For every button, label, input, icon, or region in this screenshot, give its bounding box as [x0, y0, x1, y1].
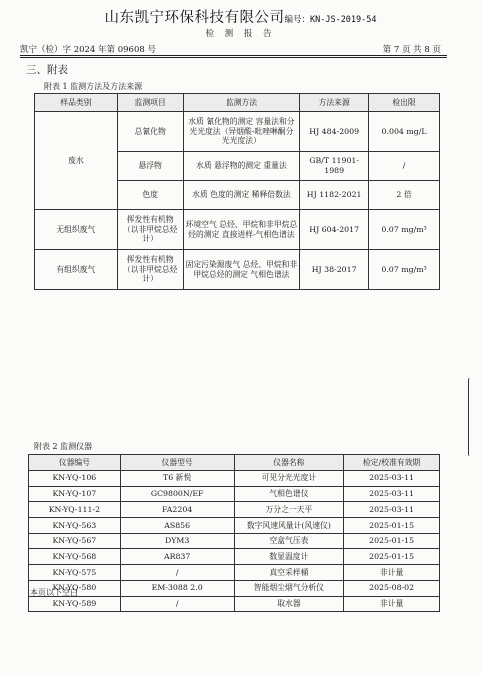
table-cell: 2025-03-11 [344, 486, 440, 502]
table-cell: 2 倍 [369, 181, 440, 210]
table-cell: 0.004 mg/L [369, 112, 440, 152]
table-cell: 2025-03-11 [344, 502, 440, 518]
table-cell: 2025-03-11 [344, 471, 440, 487]
table-cell: T6 新悦 [120, 471, 234, 487]
table-cell: 空盒气压表 [234, 533, 344, 549]
table-cell: DYM3 [120, 533, 234, 549]
table-cell: 色度 [117, 181, 183, 210]
column-header: 监测项目 [117, 94, 183, 112]
table-cell: KN-YQ-106 [29, 471, 121, 487]
company-title: 山东凯宁环保科技有限公司 [104, 10, 285, 26]
table-cell: 数字风速风量计(风速仪) [234, 518, 344, 534]
table-cell: HJ 38-2017 [300, 250, 369, 290]
table-cell: AS856 [120, 518, 234, 534]
table-cell: AR837 [120, 549, 234, 565]
table-cell: 无组织废气 [35, 210, 118, 250]
table1-caption: 附表 1 监测方法及方法来源 [44, 82, 143, 91]
table-cell: 非计量 [344, 596, 440, 612]
table-row [29, 486, 440, 502]
header-divider-thin [20, 57, 447, 58]
table-header-row [29, 455, 440, 471]
table-cell: 可见分光光度计 [234, 471, 344, 487]
table-cell: 2025-01-15 [344, 518, 440, 534]
table-row [29, 565, 440, 581]
table-cell: 取水器 [234, 596, 344, 612]
instruments-table [28, 454, 440, 612]
company-name [0, 6, 481, 27]
page-number: 第 7 页 共 8 页 [382, 45, 441, 55]
table-cell: 固定污染源废气 总烃、甲烷和非甲烷总烃的测定 气相色谱法 [183, 250, 300, 290]
table-cell: 总氰化物 [117, 112, 183, 152]
table-cell: 气相色谱仪 [234, 486, 344, 502]
table-cell: EM-3088 2.0 [120, 580, 234, 596]
table-cell: 水质 色度的测定 稀释倍数法 [183, 181, 300, 210]
table-cell: KN-YQ-580 [29, 580, 121, 596]
table-cell: 万分之一天平 [234, 502, 344, 518]
table-header-row [35, 94, 440, 112]
table-cell: 2025-01-15 [344, 533, 440, 549]
table-row [29, 471, 440, 487]
table-row [29, 518, 440, 534]
column-header: 仪器型号 [120, 455, 234, 471]
table-cell: FA2204 [120, 502, 234, 518]
table-cell: KN-YQ-568 [29, 549, 121, 565]
table-cell: KN-YQ-563 [29, 518, 121, 534]
table-cell: 挥发性有机物（以非甲烷总烃计） [117, 210, 183, 250]
report-title: 检 测 报 告 [205, 29, 276, 39]
table-row [35, 112, 440, 152]
table-cell: KN-YQ-575 [29, 565, 121, 581]
table-cell: KN-YQ-107 [29, 486, 121, 502]
table-cell: 非计量 [344, 565, 440, 581]
table-cell: 2025-01-15 [344, 549, 440, 565]
table-cell: HJ 604-2017 [300, 210, 369, 250]
table-cell: / [369, 152, 440, 181]
table-cell: KN-YQ-567 [29, 533, 121, 549]
table2-caption: 附表 2 监测仪器 [34, 442, 93, 451]
table-row [29, 502, 440, 518]
column-header: 仪器编号 [29, 455, 121, 471]
document-code: 编号：KN-JS-2019-54 [284, 15, 377, 25]
table-cell: / [120, 565, 234, 581]
section-heading: 三、附表 [26, 64, 68, 76]
table-cell: 智能烟尘烟气分析仪 [234, 580, 344, 596]
table-cell: 悬浮物 [117, 152, 183, 181]
table-cell: 0.07 mg/m³ [369, 250, 440, 290]
table-cell: 数显温度计 [234, 549, 344, 565]
table-cell: 废水 [35, 112, 118, 210]
table-cell: 2025-08-02 [344, 580, 440, 596]
end-note: 本页以下空白 [30, 588, 78, 597]
binding-mark [468, 378, 472, 456]
table-cell: KN-YQ-589 [29, 596, 121, 612]
column-header: 样品类别 [35, 94, 118, 112]
table-row [29, 596, 440, 612]
column-header: 检定/校准有效期 [344, 455, 440, 471]
column-header: 监测方法 [183, 94, 300, 112]
table-row [35, 250, 440, 290]
column-header: 方法来源 [300, 94, 369, 112]
column-header: 仪器名称 [234, 455, 344, 471]
table-cell: HJ 484-2009 [300, 112, 369, 152]
table-cell: 环境空气 总烃、甲烷和非甲烷总烃的测定 直接进样-气相色谱法 [183, 210, 300, 250]
header-divider [20, 55, 447, 56]
table-cell: KN-YQ-111-2 [29, 502, 121, 518]
column-header: 检出限 [369, 94, 440, 112]
table-cell: 真空采样桶 [234, 565, 344, 581]
table-cell: HJ 1182-2021 [300, 181, 369, 210]
table-row [29, 580, 440, 596]
table-cell: GB/T 11901-1989 [300, 152, 369, 181]
table-cell: 挥发性有机物（以非甲烷总烃计） [117, 250, 183, 290]
table-row [29, 549, 440, 565]
report-number: 凯宁（检）字 2024 年第 09608 号 [20, 45, 156, 55]
table-cell: / [120, 596, 234, 612]
methods-table [34, 93, 440, 290]
table-row [35, 210, 440, 250]
table-cell: GC9800N/EF [120, 486, 234, 502]
table-row [29, 533, 440, 549]
table-cell: 有组织废气 [35, 250, 118, 290]
table-cell: 水质 氰化物的测定 容量法和分光光度法（异烟酸-吡唑啉酮分光光度法） [183, 112, 300, 152]
table-cell: 水质 悬浮物的测定 重量法 [183, 152, 300, 181]
table-cell: 0.07 mg/m³ [369, 210, 440, 250]
